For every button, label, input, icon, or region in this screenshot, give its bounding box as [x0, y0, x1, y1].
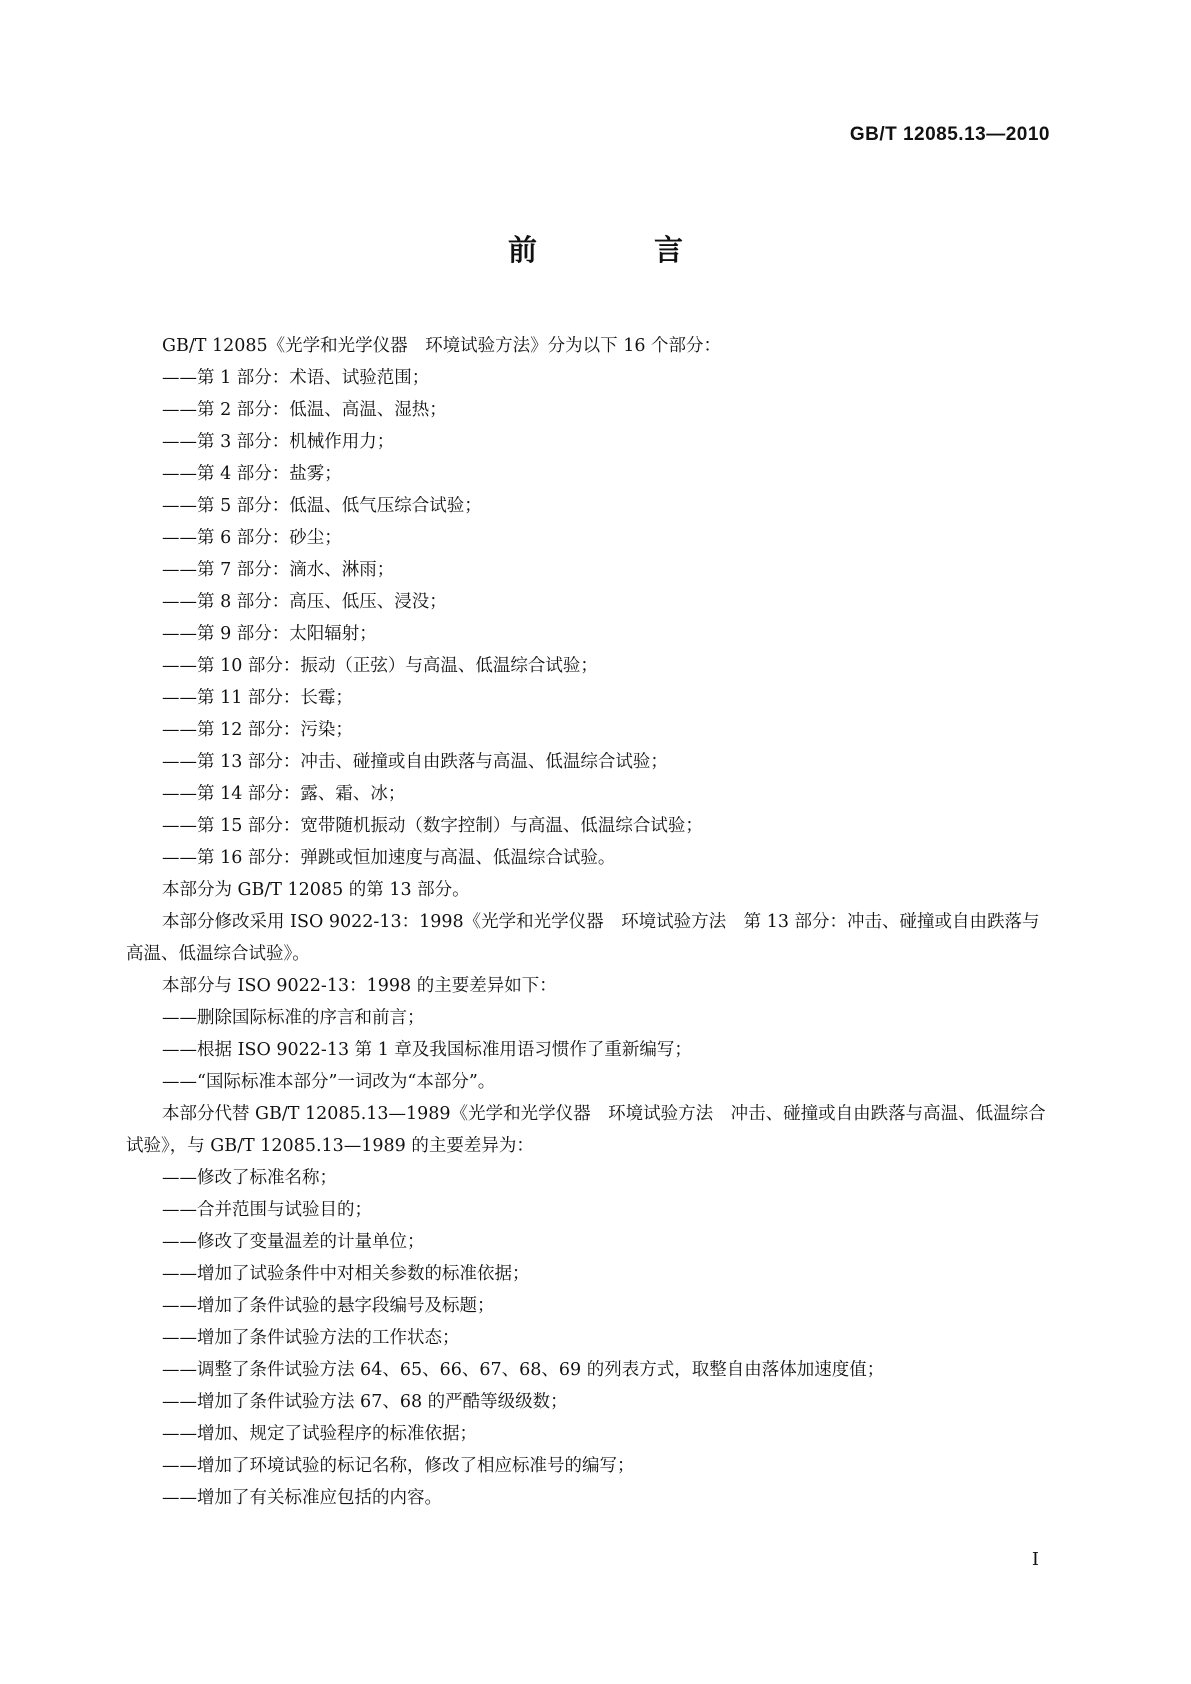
list-item: ——第 14 部分：露、霜、冰； — [162, 784, 406, 804]
part-of-paragraph: 本部分为 GB/T 12085 的第 13 部分。 — [162, 880, 470, 900]
list-item: ——增加了条件试验方法 67、68 的严酷等级级数； — [162, 1392, 568, 1412]
replace-diff-list — [126, 1162, 1053, 1514]
standard-code: GB/T 12085.13—2010 — [849, 124, 1050, 145]
list-item: ——第 15 部分：宽带随机振动（数字控制）与高温、低温综合试验； — [162, 816, 703, 836]
iso-diff-intro: 本部分与 ISO 9022-13：1998 的主要差异如下： — [162, 976, 557, 996]
parts-list — [126, 362, 1053, 874]
list-item: ——第 10 部分：振动（正弦）与高温、低温综合试验； — [162, 656, 598, 676]
replace-paragraph: 本部分代替 GB/T 12085.13—1989《光学和光学仪器 环境试验方法 冲击、碰撞或自由跌落与高温、低温综合试验》，与 GB/T 12085.13—1989 的主要差异为： — [126, 1104, 1046, 1156]
intro-paragraph: GB/T 12085《光学和光学仪器 环境试验方法》分为以下 16 个部分： — [162, 336, 722, 356]
list-item: ——删除国际标准的序言和前言； — [162, 1008, 425, 1028]
list-item: ——第 5 部分：低温、低气压综合试验； — [162, 496, 482, 516]
list-item: ——第 9 部分：太阳辐射； — [162, 624, 377, 644]
list-item: ——第 7 部分：滴水、淋雨； — [162, 560, 395, 580]
list-item: ——第 1 部分：术语、试验范围； — [162, 368, 430, 388]
list-item: ——增加、规定了试验程序的标准依据； — [162, 1424, 477, 1444]
list-item: ——第 12 部分：污染； — [162, 720, 353, 740]
list-item: ——第 13 部分：冲击、碰撞或自由跌落与高温、低温综合试验； — [162, 752, 668, 772]
list-item: ——增加了环境试验的标记名称，修改了相应标准号的编写； — [162, 1456, 635, 1476]
foreword-body — [126, 330, 1053, 1514]
list-item: ——“国际标准本部分”一词改为“本部分”。 — [162, 1072, 496, 1092]
list-item: ——第 11 部分：长霉； — [162, 688, 353, 708]
list-item: ——第 8 部分：高压、低压、浸没； — [162, 592, 447, 612]
list-item: ——修改了标准名称； — [162, 1168, 337, 1188]
list-item: ——第 16 部分：弹跳或恒加速度与高温、低温综合试验。 — [162, 848, 616, 868]
list-item: ——第 4 部分：盐雾； — [162, 464, 342, 484]
adoption-paragraph: 本部分修改采用 ISO 9022-13：1998《光学和光学仪器 环境试验方法 第 13 部分：冲击、碰撞或自由跌落与高温、低温综合试验》。 — [126, 912, 1040, 964]
page-title: 前 言 — [507, 233, 727, 267]
list-item: ——调整了条件试验方法 64、65、66、67、68、69 的列表方式，取整自由落体加速度值； — [162, 1360, 885, 1380]
iso-diff-list — [126, 1002, 1053, 1098]
list-item: ——增加了有关标准应包括的内容。 — [162, 1488, 442, 1508]
list-item: ——根据 ISO 9022-13 第 1 章及我国标准用语习惯作了重新编写； — [162, 1040, 692, 1060]
list-item: ——修改了变量温差的计量单位； — [162, 1232, 425, 1252]
list-item: ——第 3 部分：机械作用力； — [162, 432, 395, 452]
list-item: ——增加了条件试验方法的工作状态； — [162, 1328, 460, 1348]
list-item: ——第 2 部分：低温、高温、湿热； — [162, 400, 447, 420]
list-item: ——合并范围与试验目的； — [162, 1200, 372, 1220]
list-item: ——第 6 部分：砂尘； — [162, 528, 342, 548]
list-item: ——增加了条件试验的悬字段编号及标题； — [162, 1296, 495, 1316]
list-item: ——增加了试验条件中对相关参数的标准依据； — [162, 1264, 530, 1284]
page-number: I — [1031, 1549, 1039, 1570]
